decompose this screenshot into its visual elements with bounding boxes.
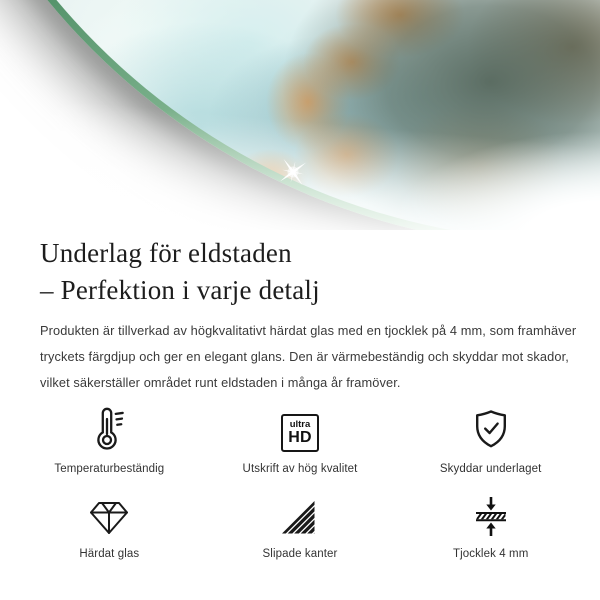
glass-panel-artwork [0, 0, 600, 230]
feature-grid [14, 404, 586, 560]
diamond-icon [87, 497, 131, 537]
product-description [40, 318, 577, 396]
feature-label: Slipade kanter [262, 548, 338, 560]
beveled-edges-icon [280, 497, 320, 537]
page-title-line1: Underlag för eldstaden [40, 238, 292, 268]
ultra-hd-icon-text-top: ultra [289, 418, 311, 430]
feature-tempered-glass [14, 489, 205, 560]
feature-polished-edges [205, 489, 396, 560]
feature-print-quality [205, 404, 396, 475]
feature-label: Tjocklek 4 mm [452, 548, 529, 560]
feature-label: Utskrift av hög kvalitet [242, 463, 358, 475]
feature-label: Härdat glas [79, 548, 140, 560]
thermometer-icon [91, 406, 127, 452]
feature-label: Temperaturbeständig [54, 463, 165, 475]
feature-temperature-resistant [14, 404, 205, 475]
feature-label: Skyddar underlaget [439, 463, 542, 475]
feature-protects-floor [395, 404, 586, 475]
sparkle-glint [277, 156, 309, 188]
product-image [0, 0, 600, 230]
page-title-line2: – Perfektion i varje detalj [40, 275, 320, 305]
ultra-hd-icon [281, 414, 319, 452]
shield-check-icon [471, 408, 511, 452]
description-line: tryckets färgdjup och ger en elegant glans. Den är värmebeständig och skyddar mot skador, [40, 349, 569, 364]
page-title [40, 235, 560, 309]
ultra-hd-icon-text-bottom: HD [288, 429, 312, 447]
feature-thickness [395, 489, 586, 560]
content-section [0, 235, 600, 396]
thickness-icon [471, 495, 511, 537]
description-line: Produkten är tillverkad av högkvalitativt härdat glas med en tjocklek på 4 mm, som framhäver [40, 323, 577, 338]
description-line: vilket säkerställer området runt eldstaden i många år framöver. [40, 375, 401, 390]
